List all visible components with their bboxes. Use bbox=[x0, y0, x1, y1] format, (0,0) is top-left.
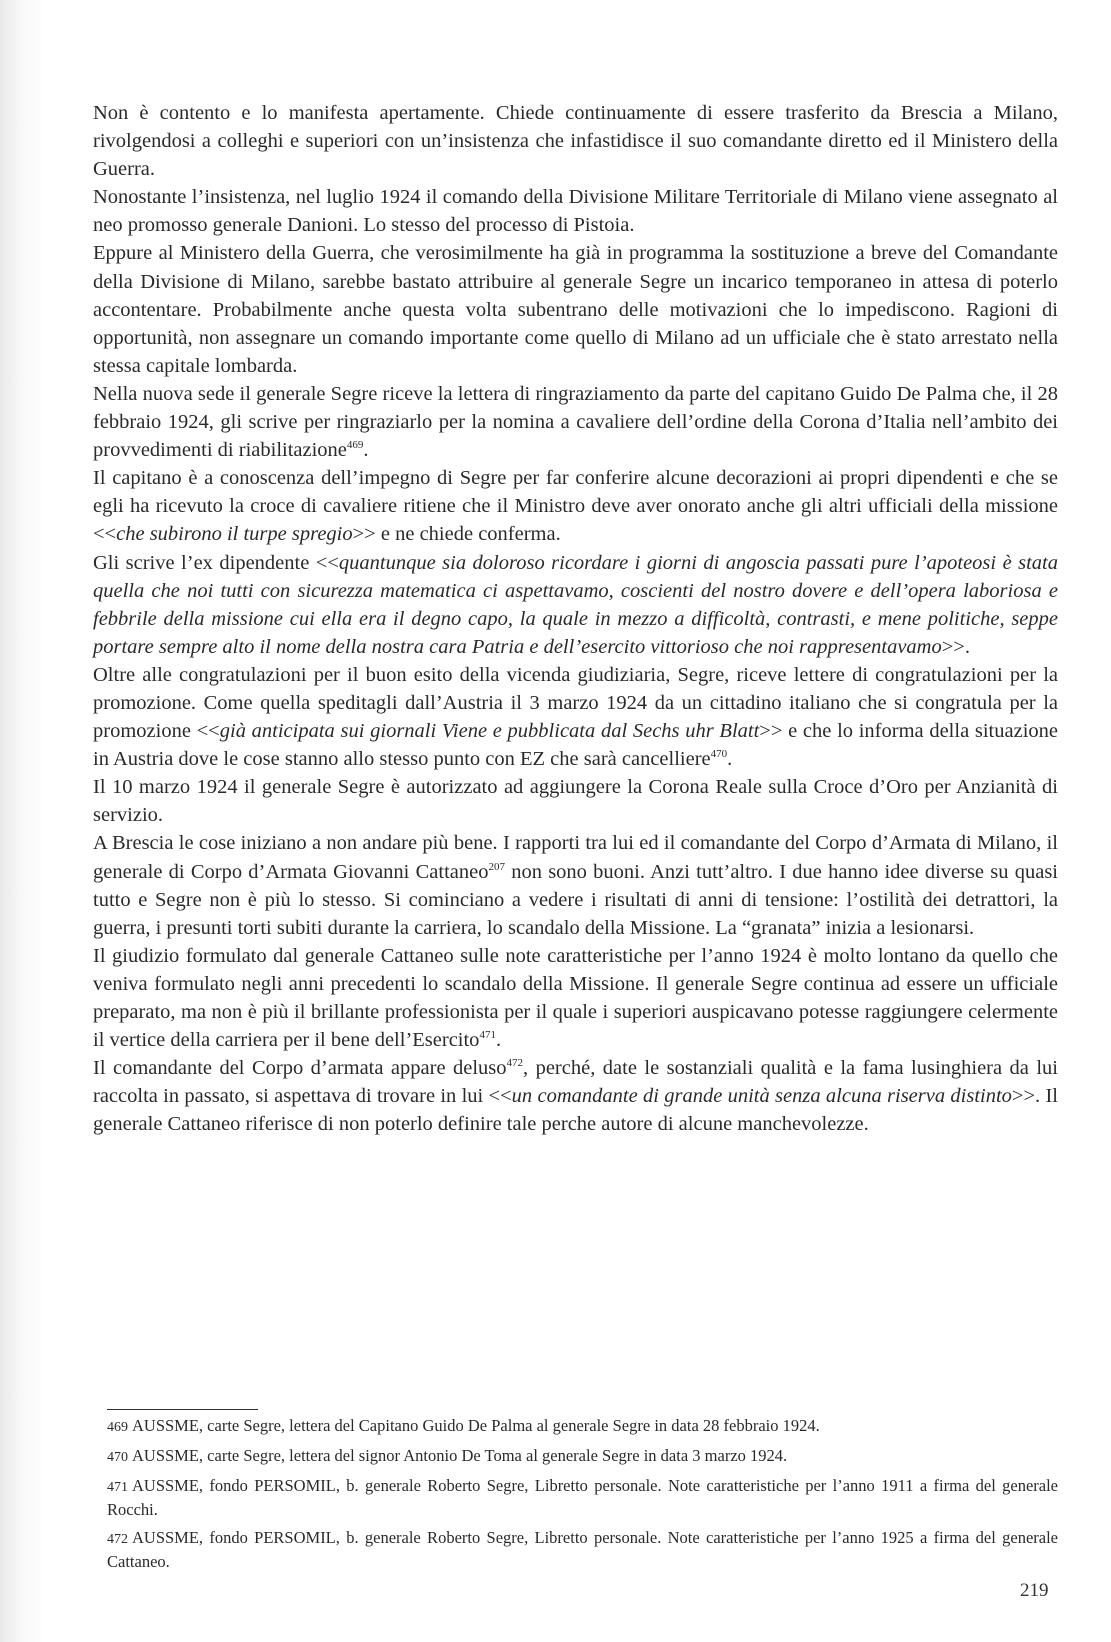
footnote-separator bbox=[107, 1409, 258, 1410]
paragraph bbox=[93, 549, 1058, 661]
footnote-number: 470 bbox=[107, 1450, 128, 1465]
quotation-text: già anticipata sui giornali Viene e pubblicata dal Sechs uhr Blatt bbox=[219, 720, 760, 743]
paragraph-text: >> e ne chiede conferma. bbox=[352, 523, 561, 546]
paragraph-text: . bbox=[495, 1029, 502, 1052]
paragraph-text: Il giudizio formulato dal generale Cattaneo sulle note caratteristiche per l’anno 1924 è molto lontano da quello che veniva formulato negli anni precedenti lo scandalo della Missione. Il generale Segre continua ad essere un ufficiale preparato, ma non è più il brillante professionista per il quale i superiori auspicavano potesse raggiungere celermente il vertice della carriera per il bene dell’Esercito bbox=[93, 944, 1058, 1052]
paragraph-text: Il 10 marzo 1924 il generale Segre è autorizzato ad aggiungere la Corona Reale sulla Croce d’Oro per Anzianità di servizio. bbox=[93, 776, 1058, 827]
paragraph bbox=[93, 942, 1058, 1054]
footnote-text: AUSSME, fondo PERSOMIL, b. generale Roberto Segre, Libretto personale. Note caratteristiche per l’anno 1911 a firma del generale Rocchi. bbox=[107, 1476, 1058, 1519]
page-number: 219 bbox=[1020, 1580, 1049, 1601]
paragraph bbox=[93, 464, 1058, 548]
footnote-reference: 470 bbox=[710, 748, 728, 761]
paragraph-text: Il comandante del Corpo d’armata appare deluso bbox=[93, 1057, 507, 1080]
footnote-text: AUSSME, carte Segre, lettera del Capitano Guido De Palma al generale Segre in data 28 febbraio 1924. bbox=[132, 1416, 820, 1435]
footnote bbox=[107, 1475, 1058, 1521]
paragraph bbox=[93, 1054, 1058, 1138]
footnote bbox=[107, 1527, 1058, 1573]
paragraph bbox=[93, 661, 1058, 773]
footnote-number: 471 bbox=[107, 1480, 128, 1495]
paragraph-text: non sono buoni. Anzi tutt’altro. I due hanno idee diverse su quasi tutto e Segre non è più lo stesso. Si cominciano a vedere i risultati di anni di tensione: l’ostilità dei detrattori, la guerra, i presunti torti subiti durante la carriera, lo scandalo della Missione. La “granata” inizia a lesionarsi. bbox=[93, 860, 1058, 939]
quotation-text: che subirono il turpe spregio bbox=[116, 523, 353, 546]
footnote-reference: 471 bbox=[479, 1029, 496, 1042]
footnote bbox=[107, 1415, 1058, 1439]
footnote-text: AUSSME, fondo PERSOMIL, b. generale Roberto Segre, Libretto personale. Note caratteristiche per l’anno 1925 a firma del generale Cattaneo. bbox=[107, 1528, 1058, 1571]
paragraph bbox=[93, 829, 1058, 941]
paragraph bbox=[93, 380, 1058, 464]
paragraph-text: >>. Il generale Cattaneo riferisce di non poterlo definire tale perche autore di alcune manchevolezze. bbox=[93, 1085, 1058, 1136]
paragraph-text: Non è contento e lo manifesta apertamente. Chiede continuamente di essere trasferito da Brescia a Milano, rivolgendosi a colleghi e superiori con un’insistenza che infastidisce il suo comandante diretto ed il Ministero della Guerra. bbox=[93, 102, 1058, 181]
paragraph-text: Nonostante l’insistenza, nel luglio 1924 il comando della Divisione Militare Territoriale di Milano viene assegnato al neo promosso generale Danioni. Lo stesso del processo di Pistoia. bbox=[93, 186, 1058, 237]
footnote-reference: 472 bbox=[506, 1057, 524, 1070]
paragraph bbox=[93, 99, 1058, 183]
quotation-text: un comandante di grande unità senza alcuna riserva distinto bbox=[511, 1085, 1012, 1108]
paragraph-text: . bbox=[727, 748, 733, 771]
paragraph-text: . bbox=[363, 439, 369, 462]
paragraph-text: >>. bbox=[941, 635, 970, 658]
paragraph-text: , perché, date le sostanziali qualità e la fama lusinghiera da lui raccolta in passato, si aspettava di trovare in lui << bbox=[93, 1057, 1058, 1108]
footnote-number: 469 bbox=[107, 1420, 128, 1435]
paragraph-text: Eppure al Ministero della Guerra, che verosimilmente ha già in programma la sostituzione a breve del Comandante della Divisione di Milano, sarebbe bastato attribuire al generale Segre un incarico temporaneo in attesa di poterlo accontentare. Probabilmente anche questa volta subentrano delle motivazioni che lo impediscono. Ragioni di opportunità, non assegnare un comando importante come quello di Milano ad un ufficiale che è stato arrestato nella stessa capitale lombarda. bbox=[93, 242, 1058, 377]
quotation-text: quantunque sia doloroso ricordare i giorni di angoscia passati pure l’apoteosi è stata quella che noi tutti con sicurezza matematica ci aspettavamo, coscienti del nostro dovere e dell’opera laboriosa e febbrile della missione cui ella era il degno capo, la quale in mezzo a difficoltà, contrasti, e mene politiche, seppe portare sempre alto il nome della nostra cara Patria e dell’esercito vittorioso che noi rappresentavamo bbox=[93, 551, 1058, 658]
paragraph-text: Gli scrive l’ex dipendente << bbox=[93, 551, 339, 574]
body-text bbox=[93, 99, 1058, 1138]
paragraph bbox=[93, 239, 1058, 379]
footnote-reference: 207 bbox=[488, 860, 505, 873]
footnotes bbox=[107, 1415, 1058, 1579]
paragraph-text: A Brescia le cose iniziano a non andare più bene. I rapporti tra lui ed il comandante del Corpo d’Armata di Milano, il generale di Corpo d’Armata Giovanni Cattaneo bbox=[93, 832, 1058, 883]
paragraph-text: Oltre alle congratulazioni per il buon esito della vicenda giudiziaria, Segre, riceve lettere di congratulazioni per la promozione. Come quella speditagli dall’Austria il 3 marzo 1924 da un cittadino italiano che si congratula per la promozione << bbox=[93, 663, 1058, 743]
paragraph-text: Nella nuova sede il generale Segre riceve la lettera di ringraziamento da parte del capitano Guido De Palma che, il 28 febbraio 1924, gli scrive per ringraziarlo per la nomina a cavaliere dell’ordine della Corona d’Italia nell’ambito dei provvedimenti di riabilitazione bbox=[93, 382, 1058, 462]
paragraph-text: Il capitano è a conoscenza dell’impegno di Segre per far conferire alcune decorazioni ai propri dipendenti e che se egli ha ricevuto la croce di cavaliere ritiene che il Ministro deve aver onorato anche gli altri ufficiali della missione << bbox=[93, 467, 1058, 546]
footnote-text: AUSSME, carte Segre, lettera del signor Antonio De Toma al generale Segre in data 3 marzo 1924. bbox=[132, 1446, 788, 1465]
footnote-number: 472 bbox=[107, 1532, 128, 1547]
paragraph-text: >> e che lo informa della situazione in Austria dove le cose stanno allo stesso punto con EZ che sarà cancelliere bbox=[93, 720, 1058, 771]
footnote bbox=[107, 1445, 1058, 1469]
paragraph bbox=[93, 183, 1058, 239]
footnote-reference: 469 bbox=[346, 439, 364, 452]
paragraph bbox=[93, 773, 1058, 829]
